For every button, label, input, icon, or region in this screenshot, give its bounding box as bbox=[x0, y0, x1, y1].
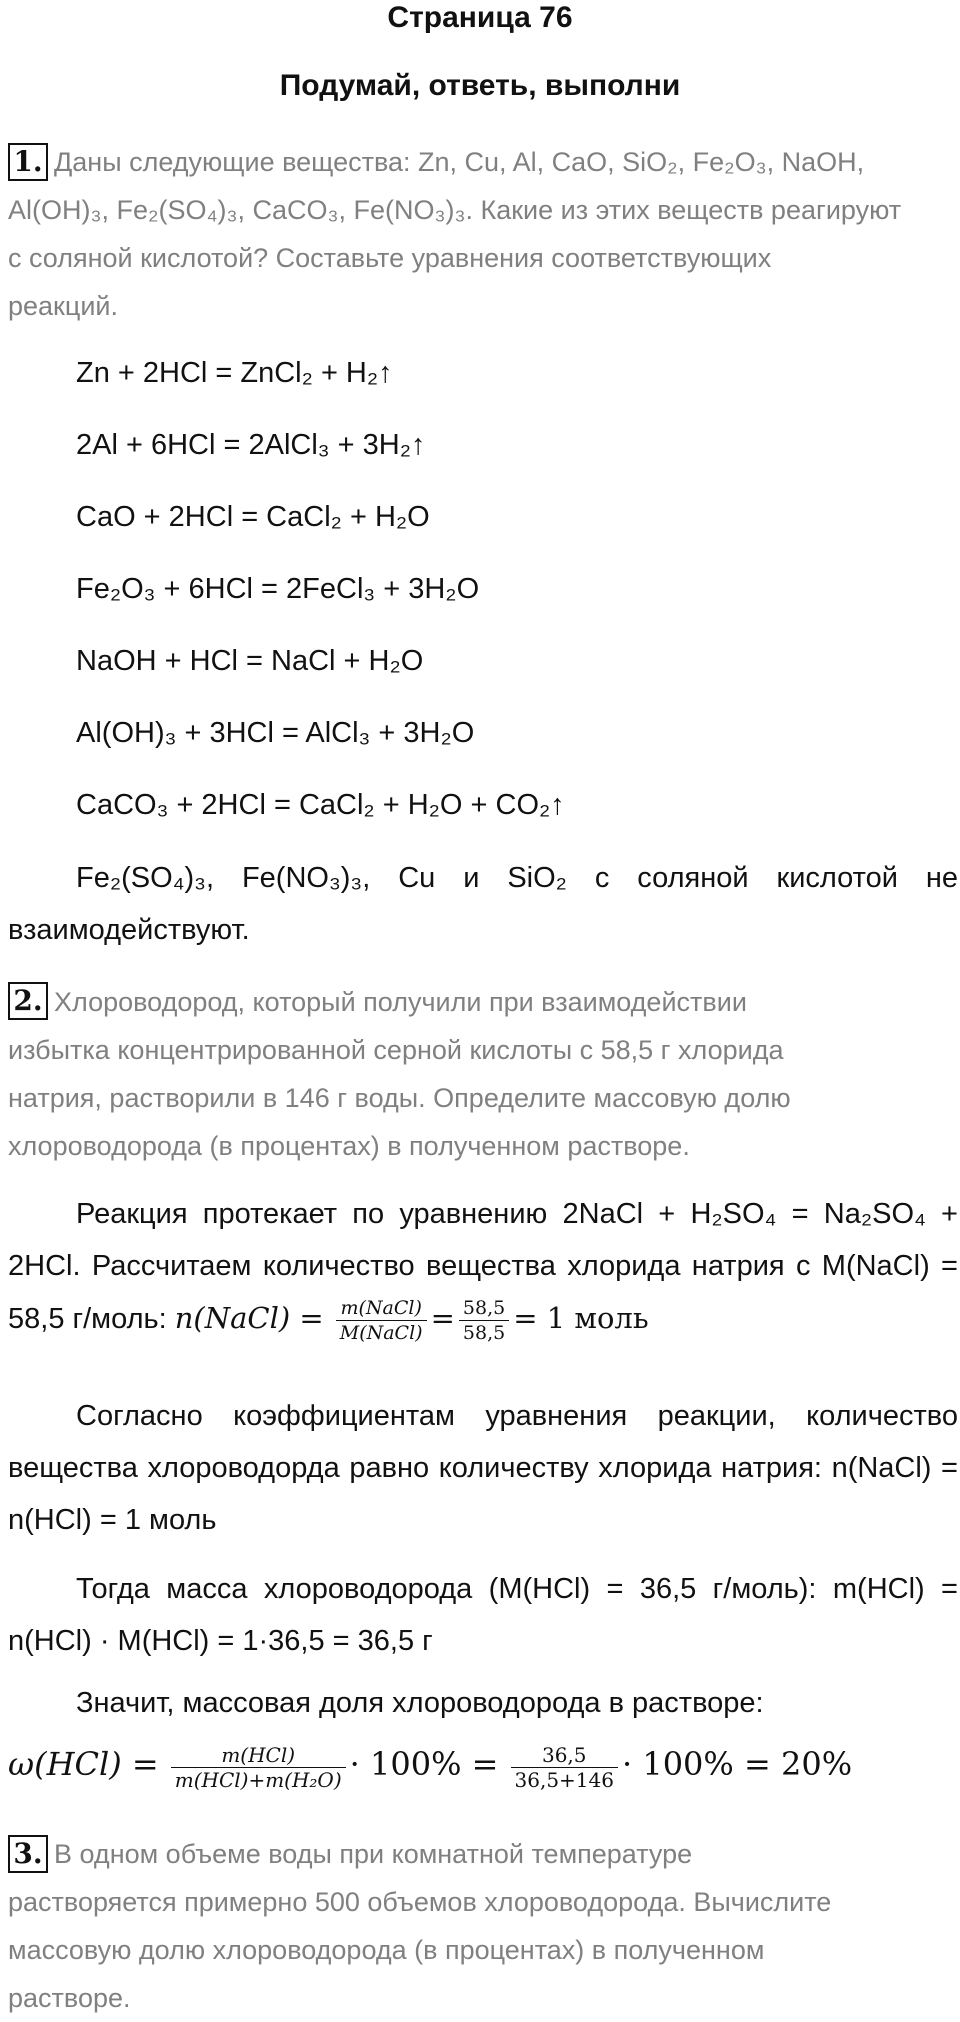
equation-3: CaO + 2HCl = CaCl₂ + H₂O bbox=[76, 501, 430, 533]
result-moles: = 1 моль bbox=[513, 1301, 649, 1335]
task-2-paragraph-2: Согласно коэффициентам уравнения реакции, количество вещества хлороводорда равно количеству хлорида натрия: n(NaCl) = n(HCl) = 1 моль bbox=[8, 1400, 958, 1536]
task-1-conclusion: Fe₂(SO₄)₃, Fe(NO₃)₃, Cu и SiO₂ с соляной кислотой не взаимодействуют. bbox=[8, 862, 958, 946]
task-3-question-line: растворяется примерно 500 объемов хлороводорода. Вычислите bbox=[8, 1887, 832, 1917]
task-1-question bbox=[8, 138, 953, 330]
task-3-question-line: растворе. bbox=[8, 1983, 131, 2013]
task-2-question-line: избытка концентрированной серной кислоты с 58,5 г хлорида bbox=[8, 1035, 784, 1065]
fraction-mass-values: $\frac{36,5}{36,5+146}$ bbox=[511, 1744, 618, 1791]
equation-1: Zn + 2HCl = ZnCl₂ + H₂↑ bbox=[76, 357, 393, 389]
task-2-question-line: Хлороводород, который получили при взаимодействии bbox=[54, 987, 747, 1017]
page-title: Страница 76 bbox=[387, 1, 573, 34]
task-2-question-line: хлороводорода (в процентах) в полученном растворе. bbox=[8, 1131, 690, 1161]
task-1-question-line: реакций. bbox=[8, 291, 118, 321]
mass-fraction-formula: ω(HCl) = $\frac{\text{m(HCl)}}{\text{m(HCl)+m(H₂O)}}$ · 100% = $\frac{36,5}{36,5+146}$ · 100% = 20% bbox=[8, 1742, 853, 1792]
task-3-question bbox=[8, 1830, 953, 2022]
task-1-question-line: с соляной кислотой? Составьте уравнения соответствующих bbox=[8, 243, 772, 273]
task-3-number: 3. bbox=[8, 1835, 48, 1873]
task-2-paragraph-3: Тогда масса хлороводорода (M(HCl) = 36,5 г/моль): m(HCl) = n(HCl) · M(HCl) = 1·36,5 = 36,5 г bbox=[8, 1573, 958, 1657]
task-1-question-line: Al(OH)₃, Fe₂(SO₄)₃, CaCO₃, Fe(NO₃)₃. Какие из этих веществ реагируют bbox=[8, 195, 902, 225]
equation-7: CaCO₃ + 2HCl = CaCl₂ + H₂O + CO₂↑ bbox=[76, 789, 565, 821]
equation-5: NaOH + HCl = NaCl + H₂O bbox=[76, 645, 424, 677]
task-2-question bbox=[8, 978, 953, 1170]
formula-n-nacl: n(NaCl) = bbox=[174, 1301, 324, 1335]
fraction-m-over-M: $\frac{\text{m(NaCl)}}{\text{M(NaCl)}}$ bbox=[336, 1297, 427, 1344]
section-title: Подумай, ответь, выполни bbox=[279, 69, 681, 102]
task-2-number: 2. bbox=[8, 982, 48, 1020]
fraction-values: $\frac{58,5}{58,5}$ bbox=[459, 1297, 509, 1344]
task-3-question-line: В одном объеме воды при комнатной температуре bbox=[54, 1839, 693, 1869]
task-2-question-line: натрия, растворили в 146 г воды. Определите массовую долю bbox=[8, 1083, 791, 1113]
result-percent: · 100% = 20% bbox=[621, 1745, 853, 1783]
task-3-question-line: массовую долю хлороводорода (в процентах) в полученном bbox=[8, 1935, 765, 1965]
task-1-question-line: Даны следующие вещества: Zn, Cu, Al, CaO, SiO₂, Fe₂O₃, NaOH, bbox=[54, 147, 865, 177]
task-2-paragraph-1: Реакция протекает по уравнению 2NaCl + H₂SO₄ = Na₂SO₄ + 2HCl. Рассчитаем количество вещества хлорида натрия с M(NaCl) = 58,5 г/моль: n(NaCl) = $\frac{\text{m(NaCl)}}{\text{M(NaCl)}}$ = $\frac{58,5}{58,5}$ = 1 моль bbox=[8, 1198, 958, 1344]
equation-6: Al(OH)₃ + 3HCl = AlCl₃ + 3H₂O bbox=[76, 717, 475, 749]
task-2-paragraph-4: Значит, массовая доля хлороводорода в растворе: bbox=[76, 1687, 764, 1719]
equation-4: Fe₂O₃ + 6HCl = 2FeCl₃ + 3H₂O bbox=[76, 573, 480, 605]
task-1-number: 1. bbox=[8, 143, 48, 181]
equation-2: 2Al + 6HCl = 2AlCl₃ + 3H₂↑ bbox=[76, 429, 426, 461]
fraction-mass-fraction: $\frac{\text{m(HCl)}}{\text{m(HCl)+m(H₂O)}}$ bbox=[171, 1744, 346, 1791]
